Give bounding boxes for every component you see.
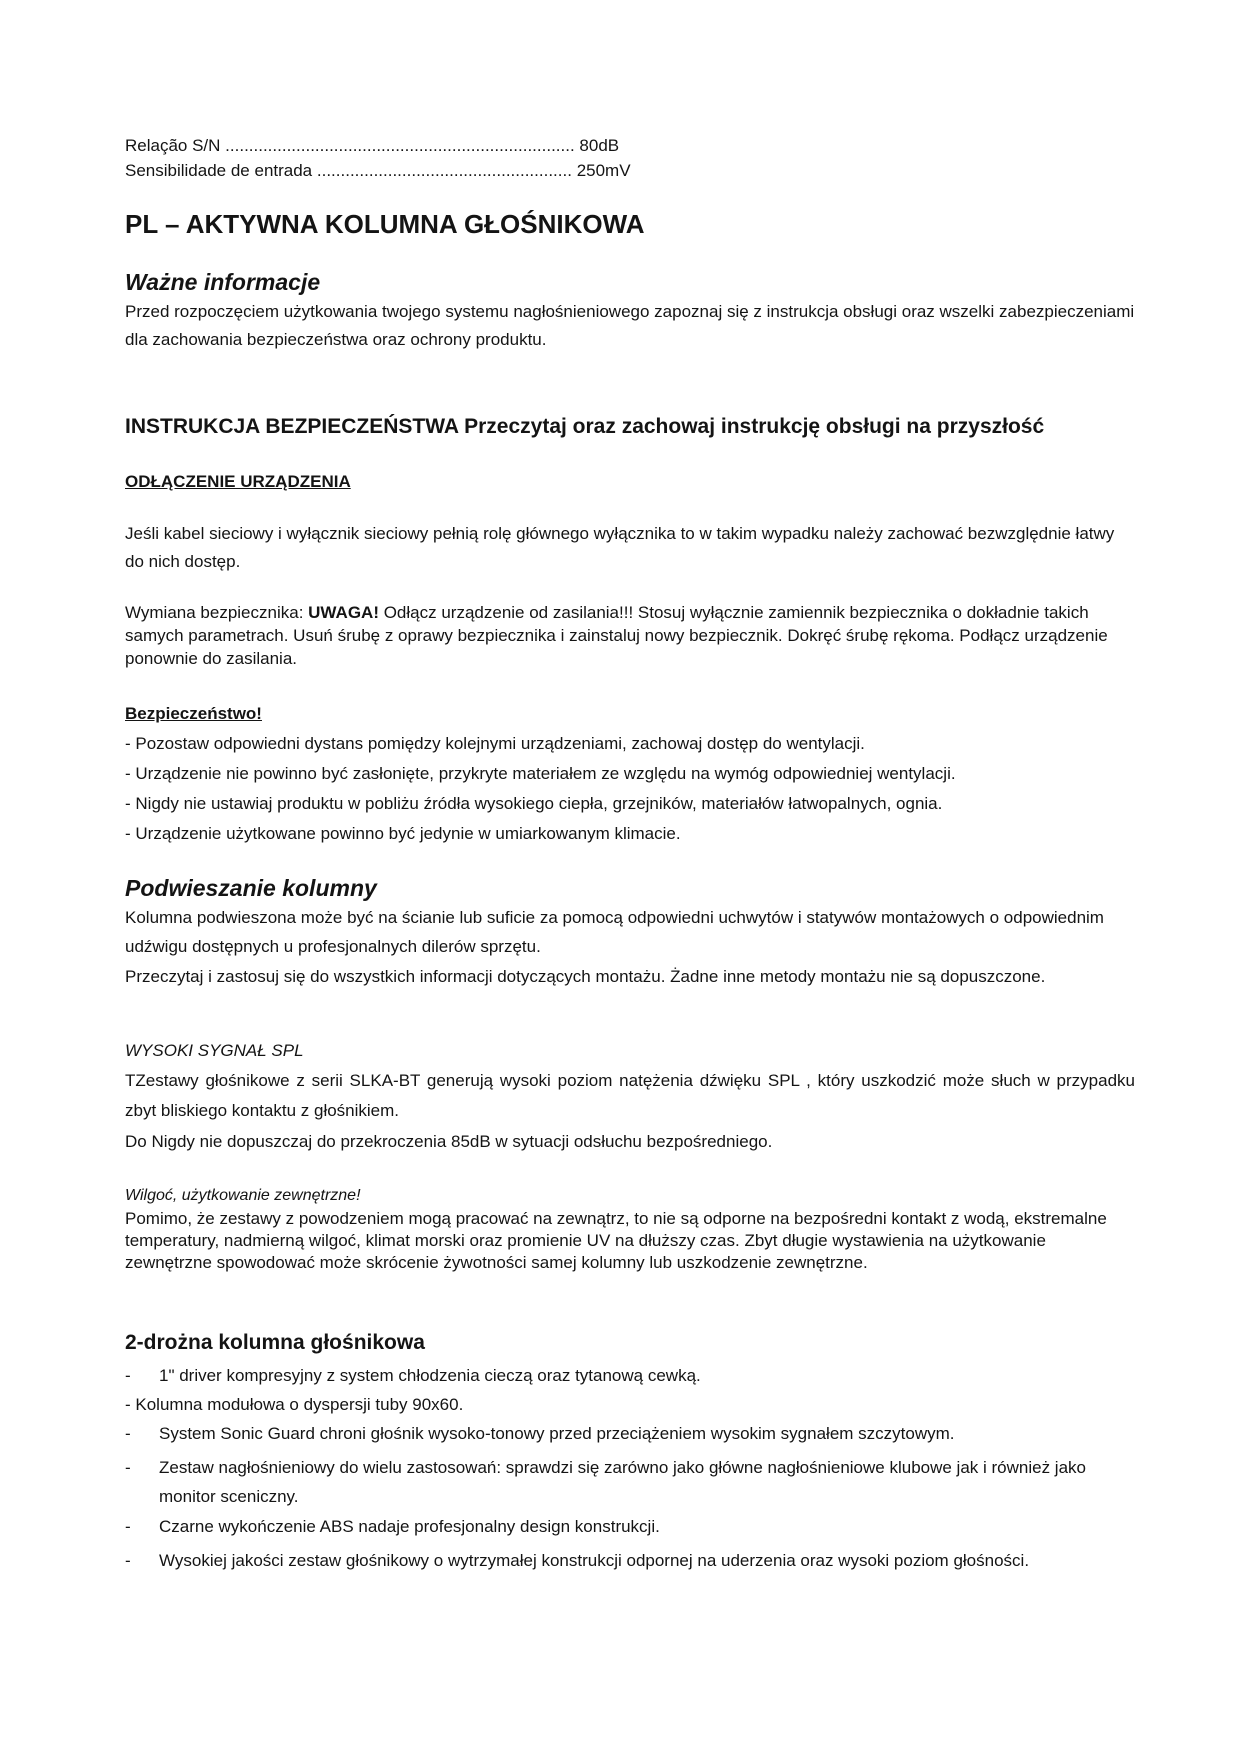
feature-item-text: Zestaw nagłośnieniowy do wielu zastosowań: sprawdzi się zarówno jako główne nagłośnieniowe klubowe jak i również jako monitor sceniczny. <box>159 1458 1086 1506</box>
spec-label: Relação S/N <box>125 136 221 155</box>
mounting-heading: Podwieszanie kolumny <box>125 875 377 901</box>
feature-item <box>125 1422 1135 1445</box>
dash-bullet: - <box>125 1458 131 1477</box>
spec-dots: ...................................................... <box>316 161 572 180</box>
feature-item-text: 1" driver kompresyjny z system chłodzenia cieczą oraz tytanową cewką. <box>159 1366 701 1385</box>
security-item: - Nigdy nie ustawiaj produktu w pobliżu źródła wysokiego ciepła, grzejników, materiałów łatwopalnych, ognia. <box>125 794 943 813</box>
security-item: - Urządzenie nie powinno być zasłonięte, przykryte materiałem ze względu na wymóg odpowiedniej wentylacji. <box>125 764 956 783</box>
spec-line-snr <box>125 134 1135 158</box>
fuse-warning: UWAGA! <box>308 603 379 622</box>
important-text: Przed rozpoczęciem użytkowania twojego systemu nagłośnieniowego zapoznaj się z instrukcja obsługi oraz wszelki zabezpieczeniami dla zachowania bezpieczeństwa oraz ochrony produktu. <box>125 302 1135 349</box>
dash-bullet: - <box>125 1424 131 1443</box>
feature-item-text: System Sonic Guard chroni głośnik wysoko-tonowy przed przeciążeniem wysokim sygnałem szczytowym. <box>159 1424 955 1443</box>
spec-value: 80dB <box>579 136 620 155</box>
feature-item <box>125 1453 1135 1511</box>
security-heading: Bezpieczeństwo! <box>125 704 262 723</box>
feature-item <box>125 1515 1135 1538</box>
spl-text-2: Do Nigdy nie dopuszczaj do przekroczenia 85dB w sytuacji odsłuchu bezpośredniego. <box>125 1132 773 1151</box>
spec-label: Sensibilidade de entrada <box>125 161 313 180</box>
feature-item-module: - Kolumna modułowa o dyspersji tuby 90x60. <box>125 1395 464 1414</box>
feature-item-text: Wysokiej jakości zestaw głośnikowy o wytrzymałej konstrukcji odpornej na uderzenia oraz wysoki poziom głośności. <box>159 1551 1030 1570</box>
features-heading: 2-drożna kolumna głośnikowa <box>125 1331 425 1354</box>
moisture-heading: Wilgoć, użytkowanie zewnętrzne! <box>125 1187 361 1204</box>
security-item: - Pozostaw odpowiedni dystans pomiędzy kolejnymi urządzeniami, zachowaj dostęp do wentylacji. <box>125 734 865 753</box>
dash-bullet: - <box>125 1517 131 1536</box>
fuse-body: Odłącz urządzenie od zasilania!!! Stosuj wyłącznie zamiennik bezpiecznika o dokładnie takich samych parametrach. Usuń śrubę z oprawy bezpiecznika i zainstaluj nowy bezpiecznik. Dokręć śrubę rękoma. Podłącz urządzenie ponownie do zasilania. <box>125 603 1108 668</box>
fuse-prefix: Wymiana bezpiecznika: <box>125 603 309 622</box>
safety-heading: INSTRUKCJA BEZPIECZEŃSTWA Przeczytaj oraz zachowaj instrukcję obsługi na przyszłość <box>125 415 1045 438</box>
dash-bullet: - <box>125 1551 131 1570</box>
mounting-text-1: Kolumna podwieszona może być na ścianie lub suficie za pomocą odpowiedni uchwytów i statywów montażowych o odpowiednim udźwigu dostępnych u profesjonalnych dilerów sprzętu. <box>125 908 1104 956</box>
feature-item <box>125 1364 1135 1387</box>
fuse-text <box>125 601 1135 670</box>
dash-bullet: - <box>125 1366 131 1385</box>
spec-line-sensitivity <box>125 159 1135 183</box>
spl-heading: WYSOKI SYGNAŁ SPL <box>125 1041 304 1060</box>
feature-item-text: Czarne wykończenie ABS nadaje profesjonalny design konstrukcji. <box>159 1517 660 1536</box>
disconnect-text: Jeśli kabel sieciowy i wyłącznik sieciowy pełnią rolę głównego wyłącznika to w takim wypadku należy zachować bezwzględnie łatwy do nich dostęp. <box>125 524 1115 571</box>
spec-value: 250mV <box>576 161 631 180</box>
moisture-text: Pomimo, że zestawy z powodzeniem mogą pracować na zewnątrz, to nie są odporne na bezpośredni kontakt z wodą, ekstremalne temperatury, nadmierną wilgoć, klimat morski oraz promienie UV na dłuższy czas. Zbyt długie wystawienia na użytkowanie zewnętrzne spowodować może skrócenie żywotności samej kolumny lub uszkodzenie zewnętrzne. <box>125 1209 1107 1272</box>
disconnect-heading: ODŁĄCZENIE URZĄDZENIA <box>125 472 351 491</box>
mounting-text-2: Przeczytaj i zastosuj się do wszystkich informacji dotyczących montażu. Żadne inne metody montażu nie są dopuszczone. <box>125 967 1046 986</box>
spec-dots: .......................................................................... <box>225 136 575 155</box>
security-item: - Urządzenie użytkowane powinno być jedynie w umiarkowanym klimacie. <box>125 824 681 843</box>
spl-text-1: TZestawy głośnikowe z serii SLKA-BT generują wysoki poziom natężenia dźwięku SPL , który uszkodzić może słuch w przypadku zbyt bliskiego kontaktu z głośnikiem. <box>125 1071 1135 1120</box>
document-title: PL – AKTYWNA KOLUMNA GŁOŚNIKOWA <box>125 209 645 239</box>
feature-item <box>125 1546 1135 1575</box>
important-heading: Ważne informacje <box>125 269 321 295</box>
